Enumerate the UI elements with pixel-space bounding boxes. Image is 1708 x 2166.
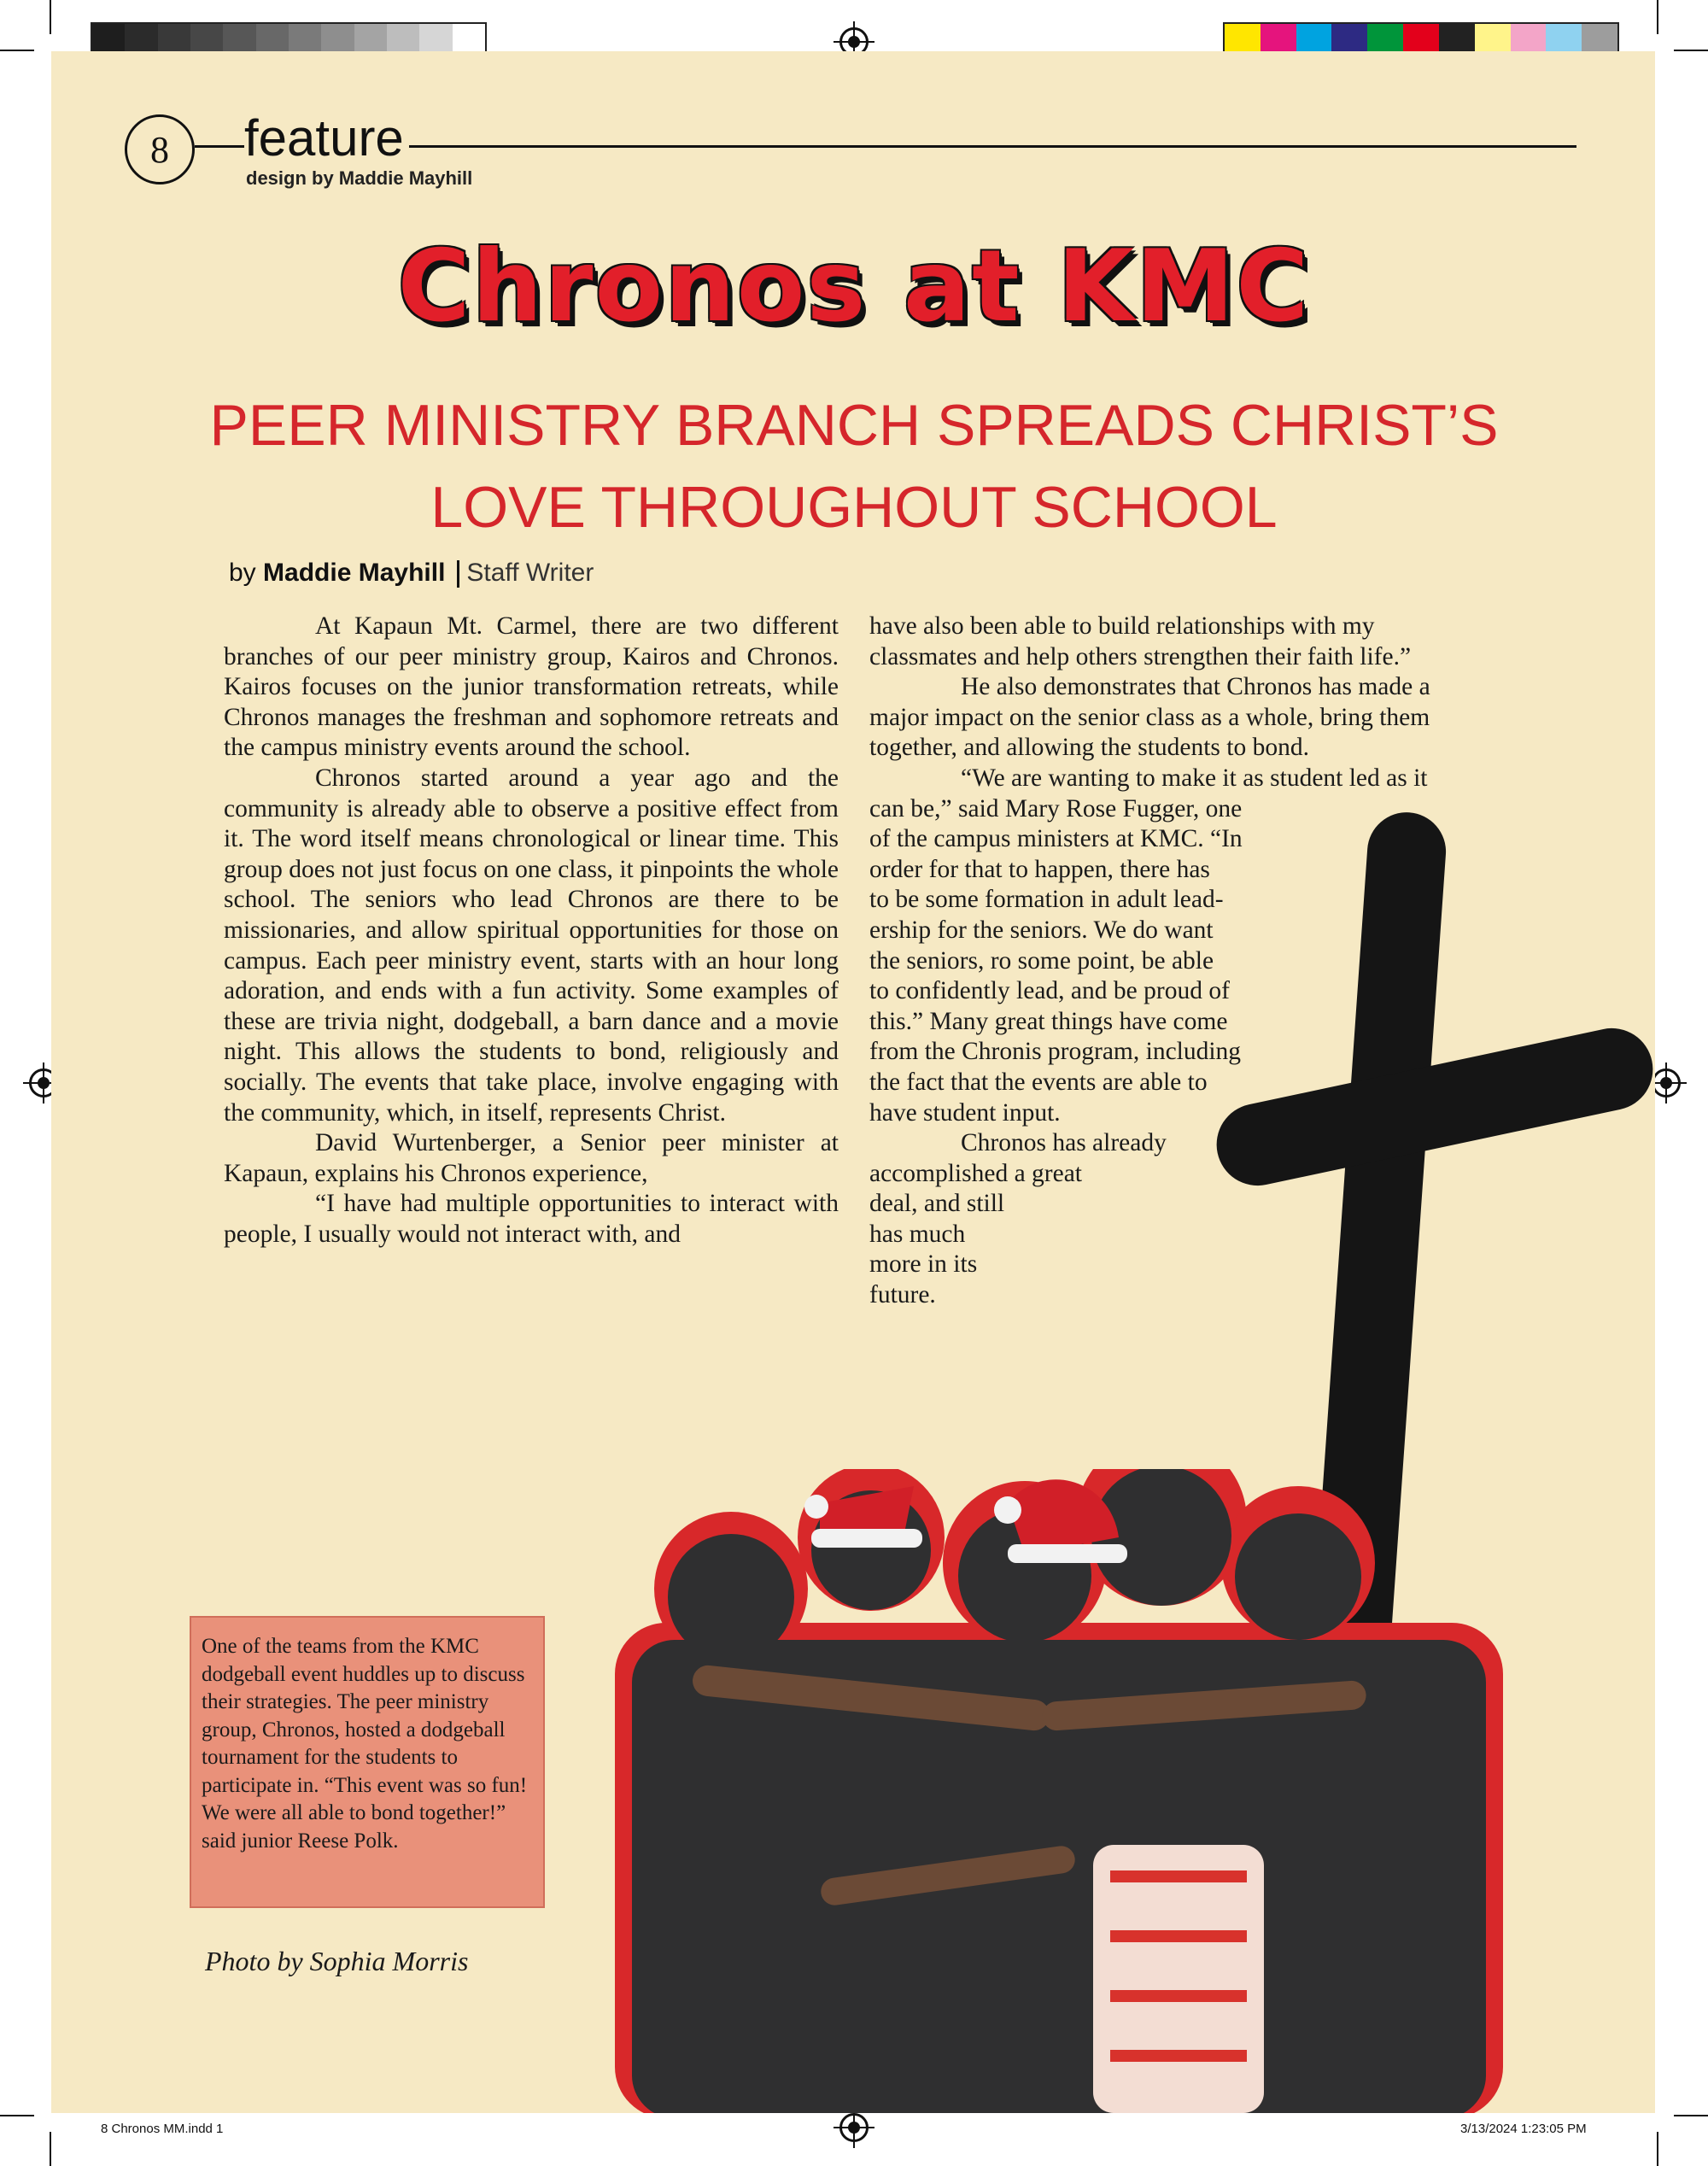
crop-mark — [1674, 2115, 1708, 2116]
paragraph: He also demonstrates that Chronos has made a major impact on the senior class as a whole, bring them together, and allowing the students to bond. — [869, 673, 1430, 762]
author-name: Maddie Mayhill — [263, 559, 446, 587]
text-line: from the Chronis program, including — [869, 1038, 1242, 1066]
text-line: future. — [869, 1281, 936, 1309]
paragraph: “I have had multiple opportunities to interact with people, I usually would not interact with, and — [224, 1190, 839, 1248]
subheadline: PEER MINISTRY BRANCH SPREADS CHRIST’S LOVE THROUGHOUT SCHOOL — [209, 393, 1499, 540]
section-label: feature — [244, 113, 409, 164]
text-line: this.” Many great things have come — [869, 1007, 1228, 1035]
article-column-2 — [869, 612, 1484, 1311]
file-slug: 8 Chronos MM.indd 1 — [101, 2122, 224, 2136]
text-line: can be,” said Mary Rose Fugger, one — [869, 794, 1243, 822]
crop-mark — [1657, 2132, 1658, 2166]
headline: Chronos at KMC — [397, 229, 1311, 344]
print-timestamp: 3/13/2024 1:23:05 PM — [1460, 2122, 1587, 2136]
text-line: of the campus ministers at KMC. “In — [869, 825, 1243, 853]
photo-credit: Photo by Sophia Morris — [205, 1946, 469, 1976]
article-column-1 — [224, 612, 839, 1250]
text-line: has much — [869, 1220, 966, 1248]
paragraph: David Wurtenberger, a Senior peer minister at Kapaun, explains his Chronos experience, — [224, 1129, 839, 1187]
page-number: 8 — [125, 114, 195, 184]
text-line: the fact that the events are able to — [869, 1068, 1208, 1096]
byline — [229, 559, 594, 588]
crop-mark — [1657, 0, 1658, 34]
text-line: have student input. — [869, 1098, 1061, 1127]
pajama-pants — [1093, 1845, 1264, 2113]
paragraph: Chronos started around a year ago and the community is already able to observe a positive effect from it. The word itself means chronological or linear time. This group does not just focus on one class, it pinpoints the whole school. The seniors who lead Chronos are there to be missionaries, and allow spiritual opportunities for those on campus. Each peer ministry event, starts with an hour long adoration, and ends with a fun activity. Some examples of these are trivia night, dodgeball, a barn dance and a movie night. This allows the students to bond, religiously and socially. The events that take place, involve engaging with the community, which, in itself, represents Christ. — [224, 764, 839, 1127]
huddle-photo — [564, 1469, 1529, 2113]
text-line: order for that to happen, there has — [869, 855, 1210, 883]
registration-mark-bottom — [839, 2113, 869, 2142]
text-line: ership for the seniors. We do want — [869, 916, 1214, 944]
text-line: Chronos has already — [961, 1129, 1167, 1157]
registration-mark-right — [1652, 1068, 1681, 1098]
author-role: Staff Writer — [466, 559, 594, 587]
text-line: to be some formation in adult lead- — [869, 886, 1224, 914]
crop-mark — [50, 0, 51, 34]
text-line: accomplished a great — [869, 1159, 1082, 1187]
design-credit: design by Maddie Mayhill — [246, 167, 473, 189]
wrapped-text-block — [869, 794, 1484, 1311]
byline-prefix: by — [229, 559, 264, 587]
crop-mark — [1674, 50, 1708, 51]
photo-caption: One of the teams from the KMC dodgeball event huddles up to discuss their strategies. The peer ministry group, Chronos, hosted a dodgeball tournament for the students to participate in. “This event was so fun! We were all able to bond together!” said junior Reese Polk. — [190, 1616, 545, 1908]
paragraph: “We are wanting to make it as student led as it — [961, 764, 1428, 792]
paragraph: At Kapaun Mt. Carmel, there are two different branches of our peer ministry group, Kairos and Chronos. Kairos focuses on the junior transformation retreats, while Chronos manages the freshman and sophomore retreats and the campus ministry events around the school. — [224, 612, 839, 762]
text-line: to confidently lead, and be proud of — [869, 977, 1230, 1005]
photo-bodies — [632, 1469, 1486, 2113]
crop-mark — [50, 2132, 51, 2166]
text-line: the seniors, ro some point, be able — [869, 946, 1214, 975]
crop-mark — [0, 2115, 34, 2116]
byline-separator — [457, 560, 459, 588]
text-line: more in its — [869, 1250, 978, 1279]
crop-mark — [0, 50, 34, 51]
paragraph: have also been able to build relationships with my classmates and help others strengthen their faith life.” — [869, 612, 1412, 670]
text-line: deal, and still — [869, 1190, 1005, 1218]
